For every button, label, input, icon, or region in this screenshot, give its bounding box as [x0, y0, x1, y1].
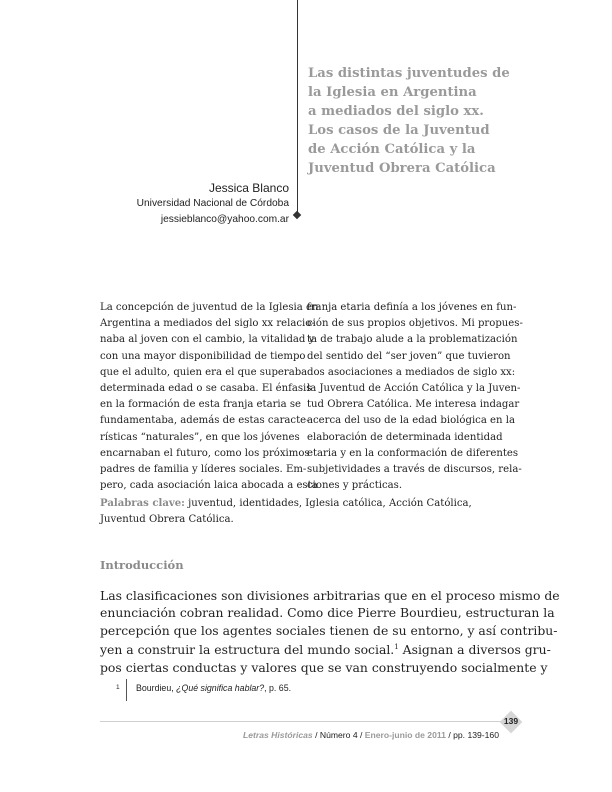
- keywords-text: juventud, identidades, Iglesia católica, Acción Católica, Juventud Obrera Católica.: [100, 498, 472, 526]
- section-heading: Introducción: [100, 558, 184, 572]
- body-line: percepción que los agentes sociales tienen de su entorno, y así contribu-: [100, 622, 558, 638]
- body-line: [100, 639, 551, 659]
- abstract-line: dos asociaciones a mediados de siglo xx:: [307, 366, 516, 378]
- abstract-line: Argentina a mediados del siglo xx relacio-: [100, 318, 315, 330]
- abstract-line: naba al joven con el cambio, la vitalidad y: [100, 334, 315, 346]
- abstract-line: rísticas “naturales”, en que los jóvenes: [100, 431, 300, 443]
- diamond-ornament: [293, 211, 301, 219]
- abstract-line: padres de familia y líderes sociales. Em-: [100, 464, 307, 476]
- footnote-book-title: ¿Qué significa hablar?: [176, 683, 265, 693]
- author-block: [137, 180, 289, 228]
- abstract-line: acerca del uso de la edad biológica en la: [307, 415, 515, 427]
- abstract-line: encarnaban el futuro, como los próximos: [100, 447, 310, 459]
- author-email[interactable]: jessieblanco@yahoo.com.ar: [160, 214, 289, 225]
- journal-footer: [243, 730, 499, 740]
- abstract-line: elaboración de determinada identidad: [307, 431, 503, 443]
- abstract-column-right: [307, 300, 523, 494]
- abstract-line: La concepción de juventud de la Iglesia en: [100, 302, 319, 313]
- footnote-number: 1: [116, 684, 120, 691]
- title-line: la Iglesia en Argentina: [308, 85, 477, 100]
- body-text: [100, 587, 560, 676]
- abstract-line: fundamentaba, además de estas caracte-: [100, 415, 310, 427]
- abstract-line: tud Obrera Católica. Me interesa indagar: [307, 399, 520, 411]
- page-number-badge: [500, 711, 522, 733]
- abstract-line: pero, cada asociación laica abocada a esta: [100, 480, 318, 492]
- title-line: de Acción Católica y la: [308, 142, 476, 157]
- journal-name: Letras Históricas: [242, 730, 313, 740]
- abstract-line: en la formación de esta franja etaria se: [100, 399, 302, 411]
- journal-issue: / Número 4 /: [312, 730, 365, 740]
- footnote-text-post: , p. 65.: [264, 683, 292, 693]
- body-line: pos ciertas conductas y valores que se van construyendo socialmente y: [100, 659, 548, 675]
- journal-date: Enero-junio de 2011: [364, 730, 446, 740]
- footnote-text: [136, 683, 291, 693]
- body-line: enunciación cobran realidad. Como dice Pierre Bourdieu, estructuran la: [100, 605, 555, 621]
- abstract-line: franja etaria definía a los jóvenes en fun-: [307, 302, 517, 313]
- article-title: [308, 64, 508, 178]
- title-line: Juventud Obrera Católica: [308, 161, 496, 176]
- abstract-line: subjetividades a través de discursos, rela-: [307, 464, 522, 476]
- footnote-ref[interactable]: 1: [394, 643, 399, 652]
- author-affiliation: Universidad Nacional de Córdoba: [136, 198, 289, 209]
- body-line-text: yen a construir la estructura del mundo social.: [100, 642, 395, 658]
- author-name: Jessica Blanco: [208, 181, 289, 195]
- abstract-line: ciones y prácticas.: [307, 480, 403, 492]
- keywords-label: Palabras clave:: [100, 498, 185, 509]
- abstract-line: del sentido del “ser joven” que tuvieron: [307, 350, 511, 362]
- abstract-line: ción de sus propios objetivos. Mi propues-: [307, 318, 523, 330]
- title-line: Las distintas juventudes de: [308, 66, 510, 81]
- keywords: [100, 496, 494, 528]
- title-line: Los casos de la Juventud: [308, 123, 490, 138]
- footnote-bar: [126, 679, 127, 701]
- page-number: 139: [503, 716, 519, 726]
- abstract-line: que el adulto, quien era el que superaba: [100, 366, 308, 378]
- footer-rule: [100, 721, 504, 722]
- journal-pages: / pp. 139-160: [445, 730, 499, 740]
- abstract-line: la Juventud de Acción Católica y la Juven-: [307, 383, 521, 395]
- abstract-line: determinada edad o se casaba. El énfasis: [100, 383, 312, 395]
- abstract-line: con una mayor disponibilidad de tiempo: [100, 350, 306, 362]
- body-line: Las clasificaciones son divisiones arbitrarias que en el proceso mismo de: [100, 588, 560, 603]
- abstract-line: ta de trabajo alude a la problematización: [307, 334, 518, 346]
- title-line: a mediados del siglo xx.: [308, 104, 484, 119]
- vertical-rule: [297, 0, 298, 214]
- body-line-text: Asignan a diversos gru-: [398, 642, 551, 658]
- abstract-column-left: [100, 300, 319, 494]
- abstract-line: etaria y en la conformación de diferentes: [307, 447, 519, 459]
- footnote-text-pre: Bourdieu,: [136, 683, 177, 693]
